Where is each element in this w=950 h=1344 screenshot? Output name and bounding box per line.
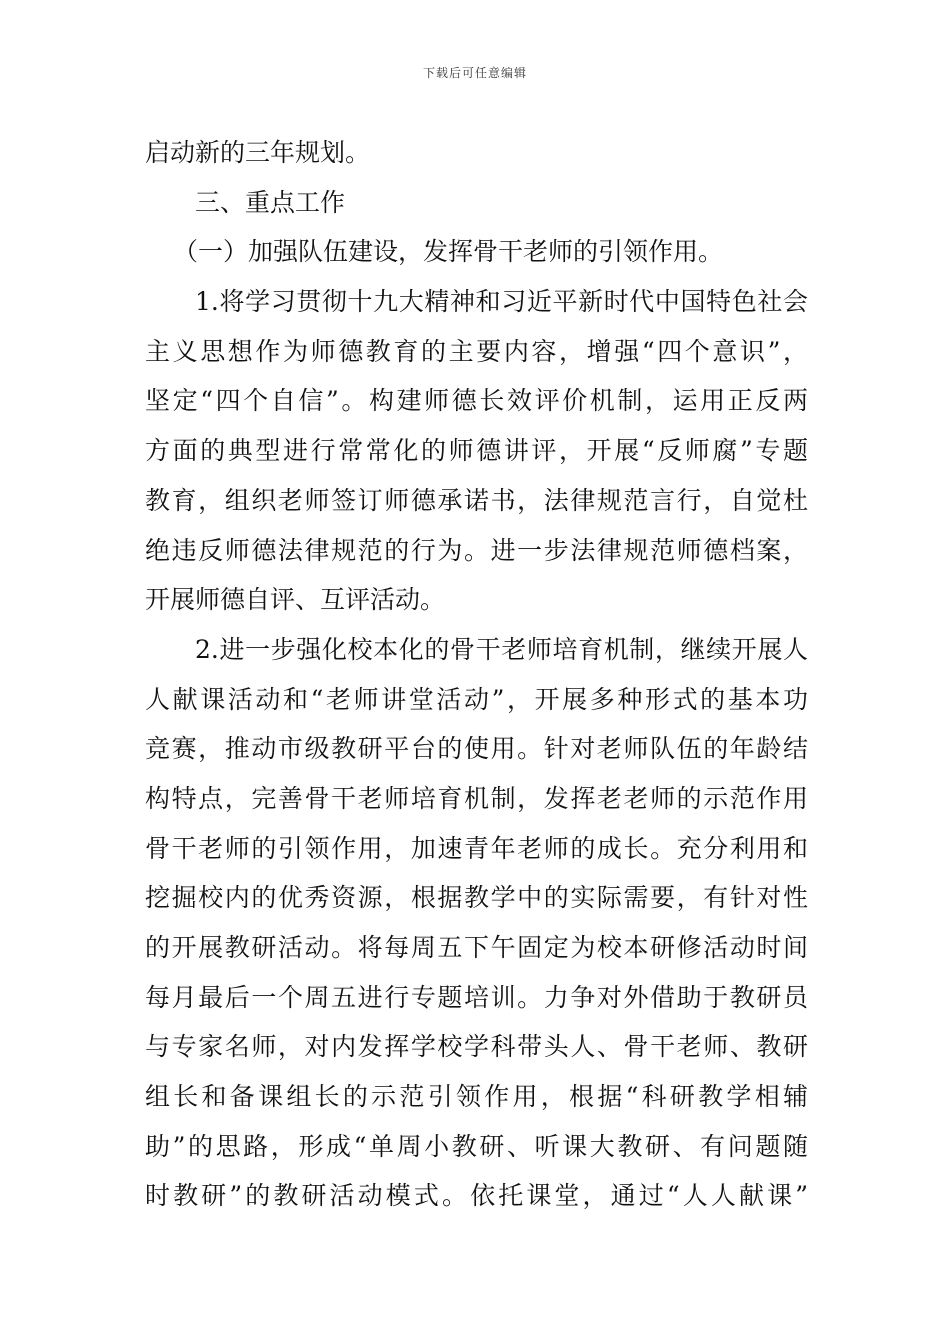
paragraph-line: 竞赛，推动市级教研平台的使用。针对老师队伍的年龄结: [145, 734, 808, 764]
paragraph-line: 坚定“四个自信”。构建师德长效评价机制，运用正反两: [145, 386, 808, 416]
paragraph-line: 启动新的三年规划。: [145, 138, 371, 167]
paragraph-line: 每月最后一个周五进行专题培训。力争对外借助于教研员: [145, 982, 808, 1012]
page-header: 下载后可任意编辑: [422, 66, 527, 80]
document-body: [145, 128, 808, 1221]
paragraph-line: 1.将学习贯彻十九大精神和习近平新时代中国特色社会: [195, 287, 808, 317]
paragraph-line: 组长和备课组长的示范引领作用，根据“科研教学相辅: [145, 1082, 808, 1112]
section-heading: 三、重点工作: [195, 187, 346, 217]
paragraph-line: 主义思想作为师德教育的主要内容，增强“四个意识”，: [145, 336, 808, 366]
paragraph-line: 挖掘校内的优秀资源，根据教学中的实际需要，有针对性: [145, 883, 808, 913]
paragraph-line: 2.进一步强化校本化的骨干老师培育机制，继续开展人: [195, 634, 808, 664]
paragraph-line: 开展师德自评、互评活动。: [145, 585, 446, 615]
paragraph-line: 构特点，完善骨干老师培育机制，发挥老老师的示范作用: [145, 783, 808, 813]
paragraph-line: 时教研”的教研活动模式。依托课堂，通过“人人献课”: [145, 1181, 808, 1211]
paragraph-line: 教育，组织老师签订师德承诺书，法律规范言行，自觉杜: [145, 485, 808, 515]
paragraph-line: 骨干老师的引领作用，加速青年老师的成长。充分利用和: [145, 833, 808, 863]
paragraph-line: 绝违反师德法律规范的行为。进一步法律规范师德档案，: [145, 535, 808, 565]
paragraph-line: 助”的思路，形成“单周小教研、听课大教研、有问题随: [145, 1131, 808, 1161]
paragraph-line: 人献课活动和“老师讲堂活动”，开展多种形式的基本功: [145, 684, 808, 714]
paragraph-line: 与专家名师，对内发挥学校学科带头人、骨干老师、教研: [145, 1032, 808, 1062]
paragraph-line: 方面的典型进行常常化的师德讲评，开展“反师腐”专题: [145, 436, 808, 466]
subsection-heading: （一）加强队伍建设，发挥骨干老师的引领作用。: [173, 237, 724, 267]
paragraph-line: 的开展教研活动。将每周五下午固定为校本研修活动时间: [145, 933, 808, 962]
